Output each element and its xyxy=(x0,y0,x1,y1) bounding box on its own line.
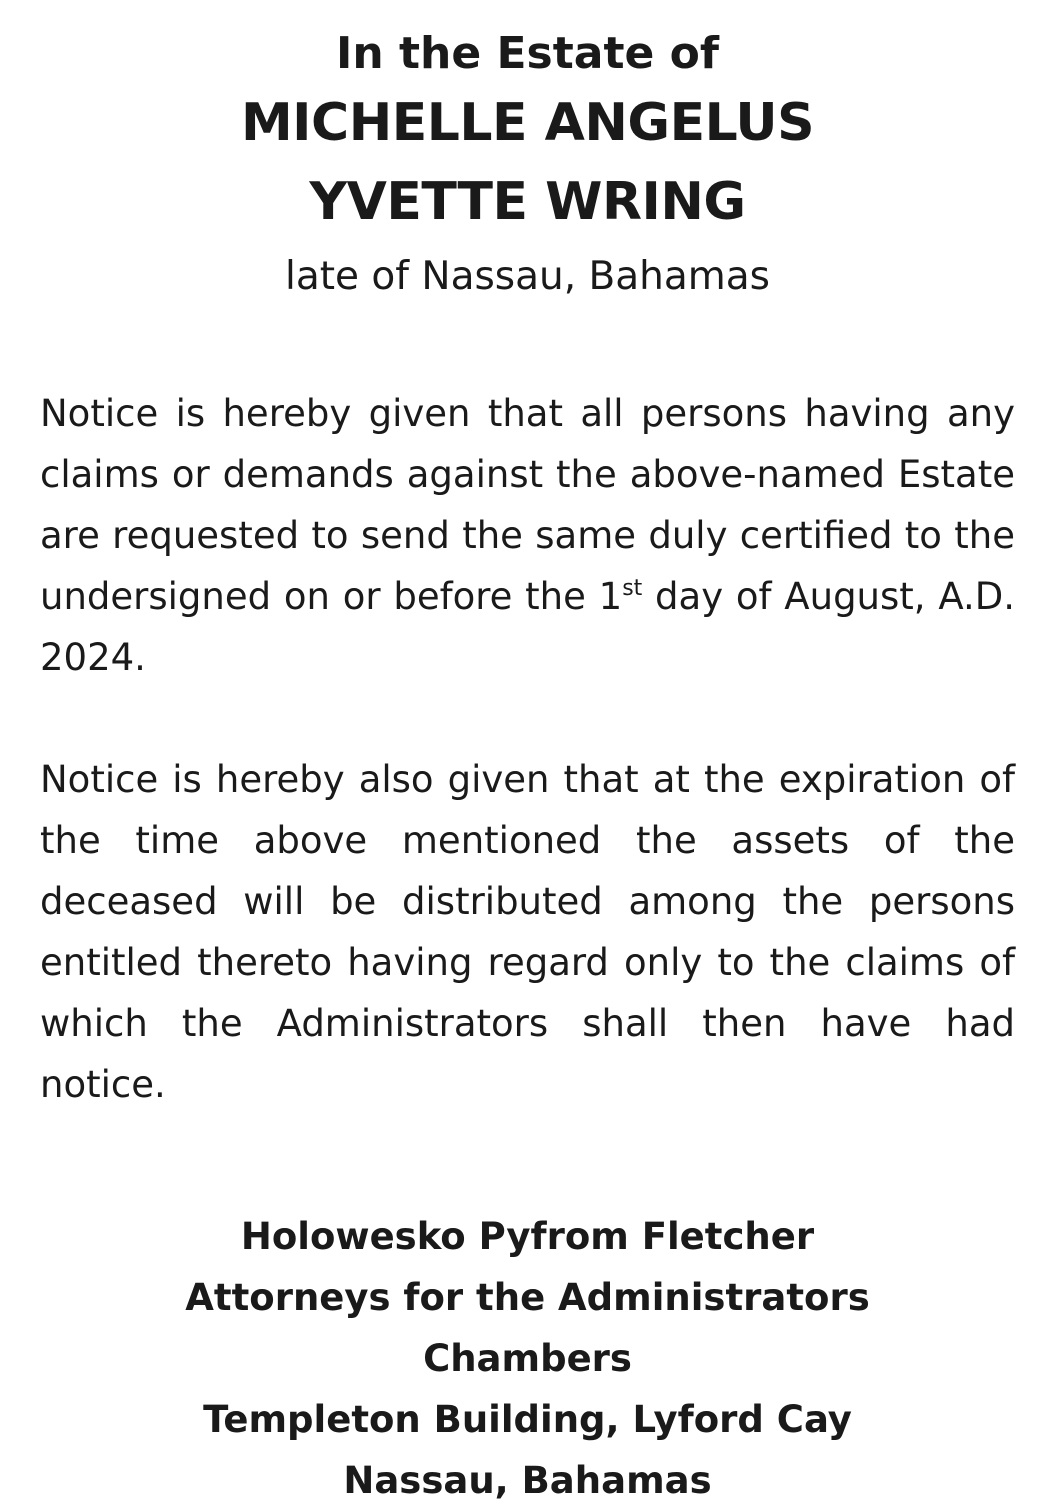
office-name: Chambers xyxy=(423,1337,632,1380)
distribution-notice-paragraph: Notice is hereby also given that at the expiration of the time above mentioned the assets of the deceased will be distributed among the persons entitled thereto having regard only to the claims of which the Administrators shall then have had notice. xyxy=(40,758,1015,1106)
estate-notice xyxy=(40,0,1015,1500)
deceased-name-line-2: YVETTE WRING xyxy=(309,172,746,232)
office-city: Nassau, Bahamas xyxy=(343,1459,712,1502)
attorney-signature-block xyxy=(40,1206,1015,1511)
ordinal-suffix: st xyxy=(622,576,643,601)
office-building: Templeton Building, Lyford Cay xyxy=(203,1398,852,1441)
claims-notice-text: Notice is hereby given that all persons having any claims or demands against the above-named Estate are requested to send the same duly certified to the undersigned on or before the 1 xyxy=(40,392,1015,618)
law-firm-name: Holowesko Pyfrom Fletcher xyxy=(240,1215,815,1258)
deceased-name-line-1: MICHELLE ANGELUS xyxy=(240,93,815,153)
estate-intro: In the Estate of xyxy=(335,28,720,79)
attorney-role: Attorneys for the Administrators xyxy=(185,1276,870,1319)
deceased-residence: late of Nassau, Bahamas xyxy=(284,254,770,299)
claims-notice-paragraph xyxy=(40,383,1015,688)
claims-deadline-text: day of August, A.D. 2024. xyxy=(40,575,1015,679)
notice-header xyxy=(40,0,1015,312)
